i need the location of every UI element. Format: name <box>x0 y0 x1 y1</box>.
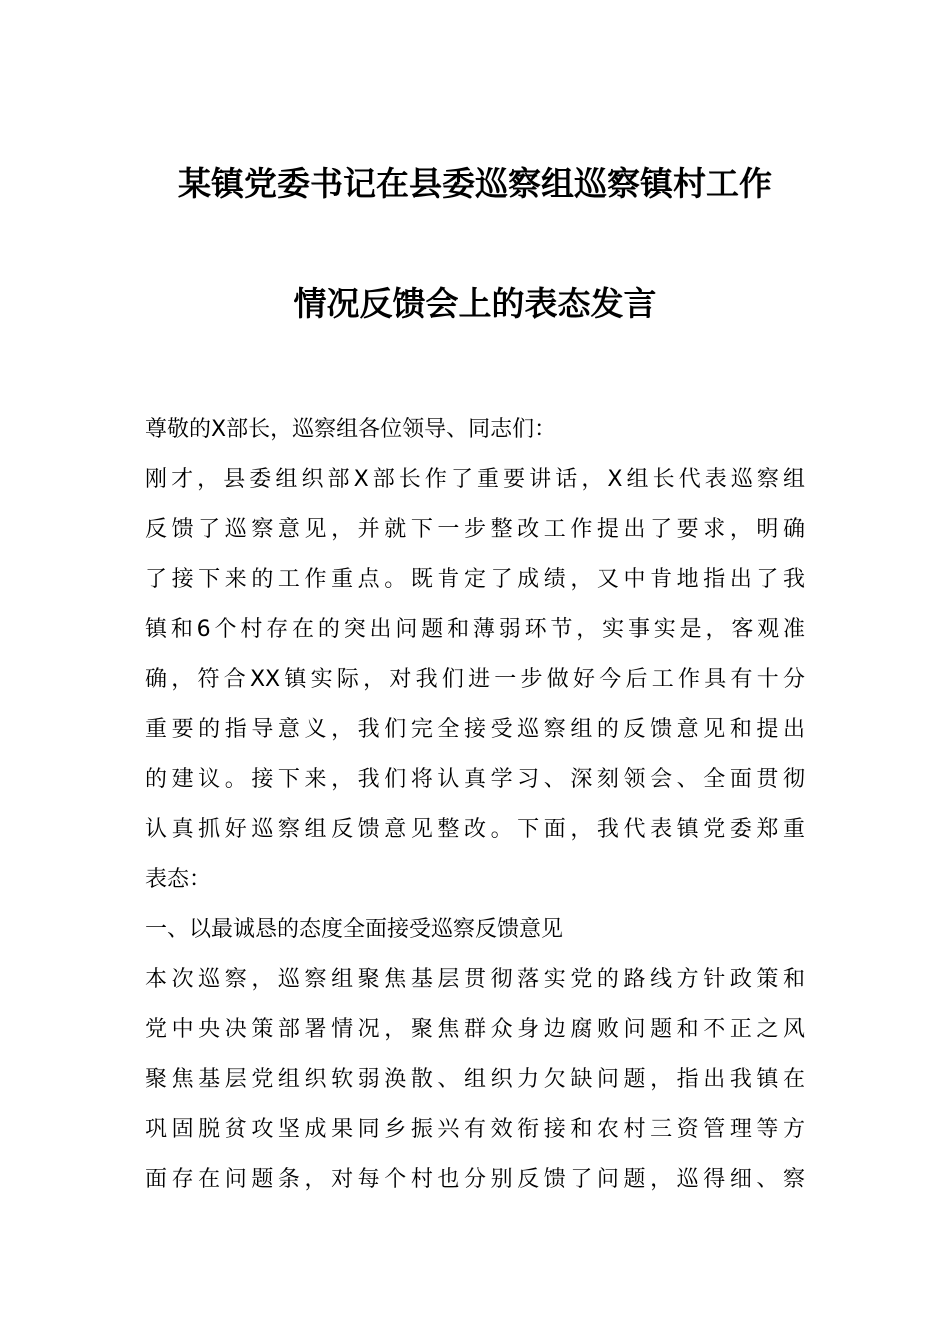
paragraph-line: 面存在问题条，对每个村也分别反馈了问题，巡得细、察 <box>145 1167 805 1192</box>
document-title-line-2: 情况反馈会上的表态发言 <box>293 284 657 323</box>
paragraph-line: 重要的指导意义，我们完全接受巡察组的反馈意见和提出 <box>145 717 805 742</box>
paragraph-line: 聚焦基层党组织软弱涣散、组织力欠缺问题，指出我镇在 <box>145 1067 805 1092</box>
paragraph-line: 巩固脱贫攻坚成果同乡振兴有效衔接和农村三资管理等方 <box>145 1117 805 1142</box>
paragraph-line: 镇和6个村存在的突出问题和薄弱环节，实事实是，客观准 <box>145 617 805 642</box>
paragraph-line: 反馈了巡察意见，并就下一步整改工作提出了要求，明确 <box>145 517 805 542</box>
paragraph-line: 的建议。接下来，我们将认真学习、深刻领会、全面贯彻 <box>145 767 805 792</box>
paragraph-line: 党中央决策部署情况，聚焦群众身边腐败问题和不正之风 <box>145 1017 805 1042</box>
paragraph-line: 确，符合XX镇实际，对我们进一步做好今后工作具有十分 <box>145 667 805 692</box>
paragraph-line: 本次巡察，巡察组聚焦基层贯彻落实党的路线方针政策和 <box>145 967 805 992</box>
paragraph-line: 认真抓好巡察组反馈意见整改。下面，我代表镇党委郑重 <box>145 817 805 842</box>
document-body <box>145 412 805 1212</box>
section-heading: 一、以最诚恳的态度全面接受巡察反馈意见 <box>145 917 564 942</box>
paragraph-line: 尊敬的X部长，巡察组各位领导、同志们： <box>145 417 557 442</box>
paragraph-line: 了接下来的工作重点。既肯定了成绩，又中肯地指出了我 <box>145 567 805 592</box>
paragraph-line: 刚才，县委组织部X部长作了重要讲话，X组长代表巡察组 <box>145 467 805 492</box>
document-title-line-1: 某镇党委书记在县委巡察组巡察镇村工作 <box>178 164 772 203</box>
paragraph-line: 表态： <box>145 867 212 892</box>
